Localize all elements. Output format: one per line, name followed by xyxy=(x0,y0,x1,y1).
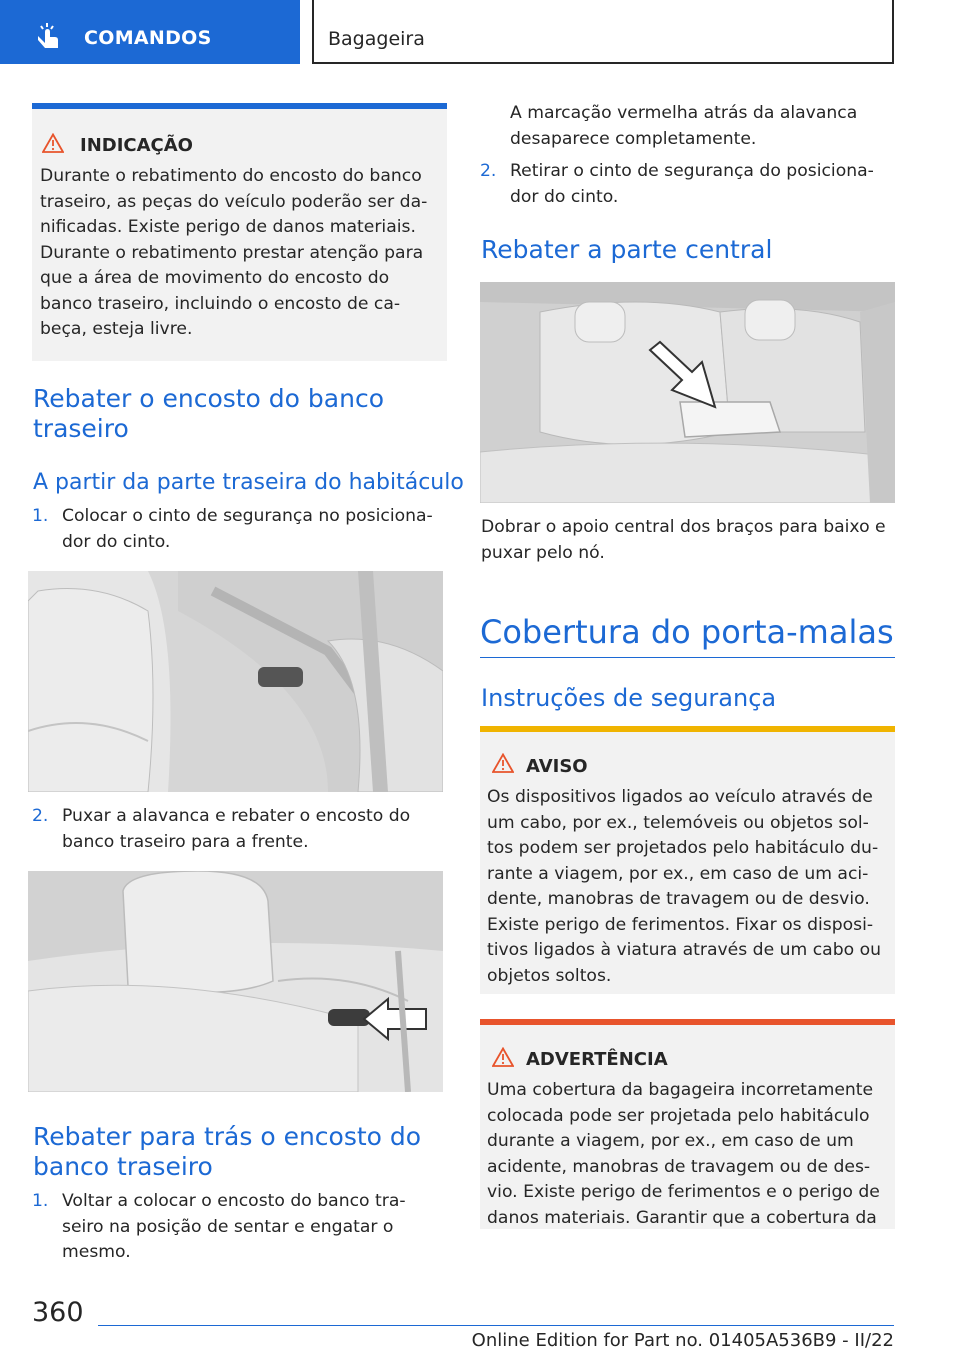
aviso-title: AVISO xyxy=(526,756,588,777)
advertencia-accent-bar xyxy=(480,1019,895,1025)
advertencia-line: durante a viagem, por ex., em caso de um xyxy=(487,1131,854,1151)
step-line: dor do cinto. xyxy=(62,531,171,552)
aviso-line: um cabo, por ex., telemóveis ou objetos sol- xyxy=(487,812,869,833)
aviso-line: tivos ligados à viatura através de um cabo ou xyxy=(487,940,881,960)
step-number: 2. xyxy=(480,161,497,181)
chapter-label: Bagageira xyxy=(328,28,425,50)
advertencia-line: acidente, manobras de travagem ou de des- xyxy=(487,1156,871,1177)
advertencia-line: vio. Existe perigo de ferimentos e o perigo de xyxy=(487,1182,880,1202)
step-number: 2. xyxy=(32,806,49,826)
step-number: 1. xyxy=(32,506,49,526)
chapter-header xyxy=(312,0,894,64)
list-item-step-1 xyxy=(32,504,447,556)
center-caption xyxy=(481,515,886,566)
warning-triangle-icon xyxy=(492,753,514,773)
aviso-box xyxy=(480,726,895,994)
text-line: A marcação vermelha atrás da alavanca xyxy=(510,103,858,123)
notice-line: que a área de movimento do encosto do xyxy=(40,268,390,288)
figure-seatbelt-holder xyxy=(28,571,443,792)
heading-fold-back xyxy=(33,1122,421,1182)
step-line: dor do cinto. xyxy=(510,186,619,207)
step-line: banco traseiro para a frente. xyxy=(62,831,309,852)
step-line: seiro na posição de sentar e engatar o xyxy=(62,1216,394,1237)
aviso-line: Os dispositivos ligados ao veículo através de xyxy=(487,787,873,807)
continued-text xyxy=(510,101,857,152)
notice-box xyxy=(32,103,447,361)
advertencia-line: Uma cobertura da bagageira incorretamente xyxy=(487,1080,874,1100)
aviso-line: objetos soltos. xyxy=(487,965,612,986)
warning-triangle-icon xyxy=(42,133,64,153)
list-item-right-step-2 xyxy=(480,159,895,211)
step-line: Voltar a colocar o encosto do banco tra- xyxy=(62,1191,406,1211)
heading-fold-backrest xyxy=(33,384,384,444)
aviso-line: tos podem ser projetados pelo habitáculo du- xyxy=(487,838,879,858)
section-label: COMANDOS xyxy=(84,27,212,49)
advertencia-title: ADVERTÊNCIA xyxy=(526,1049,668,1070)
text-line: puxar pelo nó. xyxy=(481,542,605,563)
subheading-from-rear: A partir da parte traseira do habitáculo xyxy=(33,470,464,495)
notice-line: beça, esteja livre. xyxy=(40,319,193,339)
advertencia-box xyxy=(480,1019,895,1229)
notice-line: traseiro, as peças do veículo poderão ser da- xyxy=(40,191,428,212)
page-number: 360 xyxy=(32,1297,84,1328)
pointing-hand-icon xyxy=(34,22,62,50)
title-divider xyxy=(480,657,895,658)
notice-line: nificadas. Existe perigo de danos materiais. xyxy=(40,217,416,237)
figure-release-lever xyxy=(28,871,443,1092)
title-trunk-cover: Cobertura do porta-malas xyxy=(480,613,894,651)
text-line: Dobrar o apoio central dos braços para baixo e xyxy=(481,517,886,537)
heading-center-section: Rebater a parte central xyxy=(481,235,773,264)
advertencia-line: danos materiais. Garantir que a cobertura da xyxy=(487,1207,877,1228)
advertencia-body xyxy=(487,1078,880,1231)
aviso-accent-bar xyxy=(480,726,895,732)
step-line: Puxar a alavanca e rebater o encosto do xyxy=(62,806,411,826)
notice-title: INDICAÇÃO xyxy=(80,135,193,156)
heading-line: traseiro xyxy=(33,414,129,443)
text-line: desaparece completamente. xyxy=(510,128,757,149)
footer-divider xyxy=(98,1325,894,1326)
figure-center-armrest xyxy=(480,282,895,503)
notice-body xyxy=(40,164,427,343)
step-number: 1. xyxy=(32,1191,49,1211)
step-line: Retirar o cinto de segurança do posiciona- xyxy=(510,161,874,181)
notice-line: Durante o rebatimento prestar atenção para xyxy=(40,242,424,263)
aviso-body xyxy=(487,785,881,989)
step-line: Colocar o cinto de segurança no posiciona- xyxy=(62,506,433,526)
notice-line: Durante o rebatimento do encosto do banco xyxy=(40,166,422,186)
heading-line: banco traseiro xyxy=(33,1152,213,1181)
notice-accent-bar xyxy=(32,103,447,109)
heading-line: Rebater o encosto do banco xyxy=(33,384,384,413)
warning-triangle-icon xyxy=(492,1047,514,1067)
list-item-back-step-1 xyxy=(32,1189,447,1267)
advertencia-line: colocada pode ser projetada pelo habitáculo xyxy=(487,1105,870,1126)
section-tab[interactable] xyxy=(0,0,300,64)
list-item-step-2 xyxy=(32,804,447,856)
notice-line: banco traseiro, incluindo o encosto de ca- xyxy=(40,293,401,314)
footer-edition-text: Online Edition for Part no. 01405A536B9 - II/22 xyxy=(471,1330,894,1351)
aviso-line: Existe perigo de ferimentos. Fixar os disposi- xyxy=(487,914,874,935)
step-line: mesmo. xyxy=(62,1242,131,1262)
subheading-safety: Instruções de segurança xyxy=(481,684,777,712)
heading-line: Rebater para trás o encosto do xyxy=(33,1122,422,1151)
aviso-line: rante a viagem, por ex., em caso de um aci- xyxy=(487,863,869,884)
aviso-line: dente, manobras de travagem ou de desvio. xyxy=(487,889,870,909)
